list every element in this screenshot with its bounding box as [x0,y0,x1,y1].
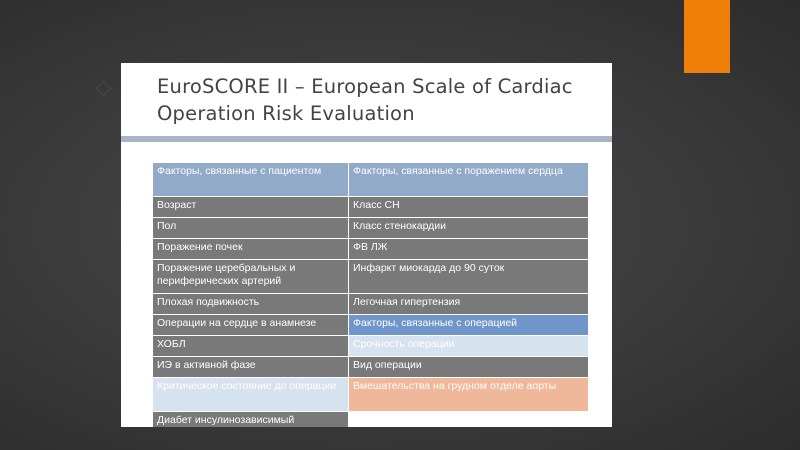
table-cell: Операции на сердце в анамнезе [153,315,349,336]
table-row [153,239,589,260]
table-cell: Легочная гипертензия [349,294,589,315]
table-cell [349,412,589,428]
table-cell: Вмешательства на грудном отделе аорты [349,378,589,412]
table-row [153,357,589,378]
table-cell: Класс СН [349,197,589,218]
table-header-row [153,163,589,197]
table-cell: Плохая подвижность [153,294,349,315]
diamond-bullet-icon [96,81,112,97]
table-cell: Вид операции [349,357,589,378]
header-cardiac-factors: Факторы, связанные с поражением сердца [349,163,589,197]
section-header-operation-factors: Факторы, связанные с операцией [349,315,589,336]
table-cell: Возраст [153,197,349,218]
table-cell: Инфаркт миокарда до 90 суток [349,260,589,294]
table-cell: Класс стенокардии [349,218,589,239]
table-row [153,294,589,315]
table-cell: ХОБЛ [153,336,349,357]
table-row [153,197,589,218]
table-cell: Срочность операции [349,336,589,357]
table-cell: ИЭ в активной фазе [153,357,349,378]
slide-canvas [121,63,612,427]
orange-accent-bar [684,0,730,73]
euroscore-table [152,162,589,427]
table-row [153,378,589,412]
table-cell: Пол [153,218,349,239]
slide-title: EuroSCORE II – European Scale of Cardiac Operation Risk Evaluation [157,75,573,125]
table-row [153,315,589,336]
table-cell: Поражение почек [153,239,349,260]
table-cell: Диабет инсулинозависимый [153,412,349,428]
table-row [153,412,589,428]
table-row [153,218,589,239]
title-divider [121,136,612,142]
euroscore-table-container [152,162,588,427]
table-cell: ФВ ЛЖ [349,239,589,260]
table-cell: Критическое состояние до операции [153,378,349,412]
header-patient-factors: Факторы, связанные с пациентом [153,163,349,197]
table-cell: Поражение церебральных и периферических артерий [153,260,349,294]
table-row [153,260,589,294]
table-row [153,336,589,357]
